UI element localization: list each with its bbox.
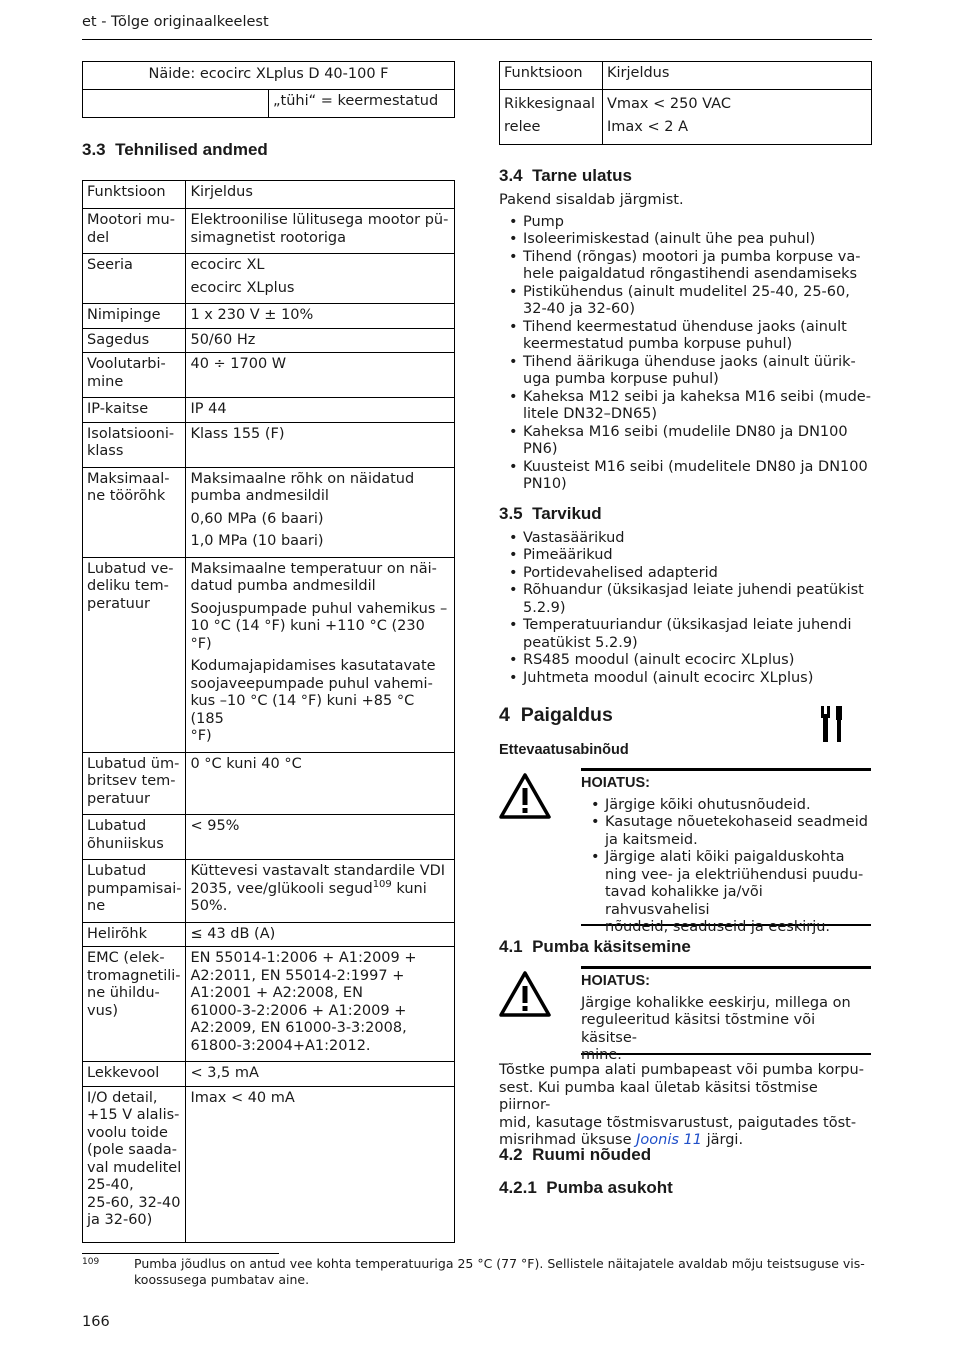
table-row bbox=[83, 422, 455, 467]
warning-block bbox=[499, 768, 872, 935]
relay-table bbox=[499, 61, 872, 145]
description-line: 40 ÷ 1700 W bbox=[190, 356, 287, 372]
table-row bbox=[83, 304, 455, 329]
example-table-cell bbox=[83, 90, 269, 118]
table-row bbox=[83, 815, 455, 860]
warning-block bbox=[499, 966, 872, 1063]
chapter-number: 4 bbox=[499, 704, 510, 726]
list-item: • Isoleerimiskestad (ainult ühe pea puhul) bbox=[499, 231, 872, 249]
warning-list bbox=[581, 797, 871, 937]
left-column bbox=[82, 61, 455, 1243]
list-item: • Kuusteist M16 seibi (mudelitele DN80 ja DN100 PN10) bbox=[499, 459, 872, 494]
subsection-heading: Ettevaatusabinõud bbox=[499, 742, 629, 758]
warning-title: HOIATUS: bbox=[581, 775, 651, 791]
description-line: Elektroonilise lülitusega mootor pü- simagnetist rootoriga bbox=[190, 212, 449, 246]
description-line: IP 44 bbox=[190, 401, 227, 417]
table-row bbox=[83, 860, 455, 923]
tech-table-description bbox=[186, 947, 455, 1062]
chapter-heading bbox=[499, 704, 613, 726]
tech-table-function: Mootori mu- del bbox=[83, 209, 186, 254]
list-item: • Portidevahelised adapterid bbox=[499, 565, 872, 583]
description-line: Soojuspumpade puhul vahemikus – 10 °C (14 °F) kuni +110 °C (230 °F) bbox=[190, 600, 448, 652]
table-row bbox=[83, 328, 455, 353]
list-item: • Tihend äärikuga ühenduse jaoks (ainult üürik- uga pumba korpuse puhul) bbox=[499, 354, 872, 389]
list-item: • Juhtmeta moodul (ainult ecocirc XLplus) bbox=[499, 670, 872, 688]
tech-table-function: Maksimaal- ne töörõhk bbox=[83, 467, 186, 557]
paragraph-text: järgi. bbox=[702, 1132, 744, 1148]
table-row bbox=[83, 353, 455, 398]
tech-table-description bbox=[186, 398, 455, 423]
table-row bbox=[83, 947, 455, 1062]
table-row bbox=[83, 1086, 455, 1242]
section-title: Tarne ulatus bbox=[532, 166, 632, 185]
footnote bbox=[82, 1256, 872, 1288]
tech-table-function: I/O detail, +15 V alalis- voolu toide (pole saada- val mudelitel 25-40, 25-60, 32-40 ja 32-60) bbox=[83, 1086, 186, 1242]
tech-table-function: Sagedus bbox=[83, 328, 186, 353]
tech-table bbox=[82, 180, 455, 1243]
tech-table-description bbox=[186, 467, 455, 557]
section-heading bbox=[499, 937, 691, 957]
relay-table-cell: Vmax < 250 VAC Imax < 2 A bbox=[603, 90, 872, 145]
example-table-header: Näide: ecocirc XLplus D 40-100 F bbox=[83, 62, 455, 90]
table-row bbox=[83, 209, 455, 254]
table-row bbox=[83, 752, 455, 815]
tech-table-description bbox=[186, 304, 455, 329]
list-item: • Pimeäärikud bbox=[499, 547, 872, 565]
section-title: Ruumi nõuded bbox=[532, 1145, 652, 1164]
tech-table-function: Lubatud ve- deliku tem- peratuur bbox=[83, 557, 186, 752]
tech-table-function: Isolatsiooni- klass bbox=[83, 422, 186, 467]
tech-table-function: Nimipinge bbox=[83, 304, 186, 329]
section-number: 4.1 bbox=[499, 937, 523, 956]
tech-table-description bbox=[186, 557, 455, 752]
footnote-number: 109 bbox=[82, 1257, 100, 1267]
handling-paragraph bbox=[499, 1062, 872, 1150]
tech-table-description bbox=[186, 752, 455, 815]
warning-title: HOIATUS: bbox=[581, 973, 651, 989]
warning-icon bbox=[499, 772, 551, 826]
tech-table-header: Kirjeldus bbox=[186, 181, 455, 209]
section-heading bbox=[499, 504, 872, 524]
list-item: • Temperatuuriandur (üksikasjad leiate juhendi peatükist 5.2.9) bbox=[499, 617, 872, 652]
section-title: Pumba asukoht bbox=[546, 1178, 673, 1197]
section-heading bbox=[82, 140, 455, 160]
list-item: • Vastasäärikud bbox=[499, 530, 872, 548]
section-intro: Pakend sisaldab järgmist. bbox=[499, 192, 684, 208]
relay-table-header: Funktsioon bbox=[500, 62, 603, 90]
description-line: EN 55014-1:2006 + A1:2009 + A2:2011, EN 55014-2:1997 + A1:2001 + A2:2008, EN 61000-3-2:2006 + A1:2009 + A2:2009, EN 61000-3-3:2008, 61800-3:2004+A1:2012. bbox=[190, 950, 417, 1054]
header-title: et - Tõlge originaalkeelest bbox=[82, 14, 269, 30]
page-header bbox=[82, 14, 872, 40]
section-title: Tarvikud bbox=[532, 503, 602, 523]
description-line: 1,0 MPa (10 baari) bbox=[190, 533, 324, 549]
description-line: 0,60 MPa (6 baari) bbox=[190, 510, 324, 527]
footnote-divider bbox=[82, 1253, 279, 1254]
tech-table-function: Lubatud pumpamisai- ne bbox=[83, 860, 186, 923]
list-item: • Kaheksa M12 seibi ja kaheksa M16 seibi (mude- litele DN32–DN65) bbox=[499, 389, 872, 424]
tech-table-description bbox=[186, 922, 455, 947]
tech-table-function: Lubatud õhuniiskus bbox=[83, 815, 186, 860]
tech-table-function: Lubatud üm- britsev tem- peratuur bbox=[83, 752, 186, 815]
section-heading bbox=[499, 1178, 673, 1198]
table-row bbox=[83, 922, 455, 947]
tech-table-header-row bbox=[83, 181, 455, 209]
section-heading bbox=[499, 166, 872, 186]
section-title: Pumba käsitsemine bbox=[532, 937, 691, 956]
section-number: 3.5 bbox=[499, 503, 523, 523]
tech-table-function: Voolutarbi- mine bbox=[83, 353, 186, 398]
description-line: Kodumajapidamises kasutatavate soojaveepumpade puhul vahemi- kus –10 °C (14 °F) kuni +85 °C (185 °F) bbox=[190, 658, 436, 744]
description-line: 0 °C kuni 40 °C bbox=[190, 755, 302, 772]
description-line: 1 x 230 V ± 10% bbox=[190, 307, 314, 323]
table-row bbox=[83, 557, 455, 752]
tech-table-function: EMC (elek- tromagnetili- ne ühildu- vus) bbox=[83, 947, 186, 1062]
tech-table-description bbox=[186, 1086, 455, 1242]
tech-table-description bbox=[186, 254, 455, 304]
figure-link[interactable]: Joonis 11 bbox=[636, 1132, 702, 1148]
section-number: 3.3 bbox=[82, 140, 106, 159]
accessories-list bbox=[499, 530, 872, 688]
description-line: Maksimaalne rõhk on näidatud pumba andmesildil bbox=[190, 470, 415, 504]
list-item: • RS485 moodul (ainult ecocirc XLplus) bbox=[499, 652, 872, 670]
relay-table-header: Kirjeldus bbox=[603, 62, 872, 90]
example-table-cell: „tühi“ = keermestatud bbox=[269, 90, 455, 118]
list-item: • Rõhuandur (üksikasjad leiate juhendi peatükist 5.2.9) bbox=[499, 582, 872, 617]
section-number: 4.2.1 bbox=[499, 1178, 537, 1197]
tech-table-function: Helirõhk bbox=[83, 922, 186, 947]
list-item: • Tihend (rõngas) mootori ja pumba korpuse va- hele paigaldatud rõngastihendi asendamiseks bbox=[499, 249, 872, 284]
description-text: Küttevesi vastavalt standardile VDI 2035, vee/glükooli segud bbox=[190, 863, 446, 897]
tech-table-description bbox=[186, 422, 455, 467]
tech-table-description bbox=[186, 209, 455, 254]
warning-list-item: • Järgige kõiki ohutusnõudeid. bbox=[581, 797, 871, 815]
description-line: ecocirc XL bbox=[190, 257, 265, 273]
description-line: < 95% bbox=[190, 818, 240, 834]
footnote-text: Pumba jõudlus on antud vee kohta temperatuuriga 25 °C (77 °F). Sellistele näitajatele avaldab mõju teistsuguse vis- koossusega pumbatav aine. bbox=[134, 1256, 865, 1287]
table-row bbox=[83, 467, 455, 557]
example-table bbox=[82, 61, 455, 118]
table-row bbox=[83, 254, 455, 304]
warning-box bbox=[581, 966, 871, 1063]
description-line: Maksimaalne temperatuur on näi- datud pumba andmesildil bbox=[190, 560, 437, 594]
right-column bbox=[499, 61, 872, 687]
tech-table-description bbox=[186, 815, 455, 860]
warning-icon bbox=[499, 970, 551, 1024]
warning-list-item: • Järgige alati kõiki paigalduskohta ning vee- ja elektriühendusi puudu- tavad kohalikke ja/või rahvusvahelisi nõudeid, seaduseid ja eeskirju. bbox=[581, 849, 871, 937]
description-text: kuni 50%. bbox=[190, 880, 427, 914]
section-number: 4.2 bbox=[499, 1145, 523, 1164]
table-row bbox=[83, 1062, 455, 1087]
footnote-reference: 109 bbox=[372, 878, 392, 890]
description-line: ecocirc XLplus bbox=[190, 279, 295, 296]
warning-list-item: • Kasutage nõuetekohaseid seadmeid ja kaitsmeid. bbox=[581, 814, 871, 849]
list-item: • Pistikühendus (ainult mudelitel 25-40, 25-60, 32-40 ja 32-60) bbox=[499, 284, 872, 319]
warning-text: Järgige kohalikke eeskirju, millega on reguleeritud käsitsi tõstmine või käsitse- mine. bbox=[581, 994, 851, 1063]
list-item: • Tihend keermestatud ühenduse jaoks (ainult keermestatud pumba korpuse puhul) bbox=[499, 319, 872, 354]
list-item: • Pump bbox=[499, 214, 872, 232]
tech-table-header: Funktsioon bbox=[83, 181, 186, 209]
section-title: Tehnilised andmed bbox=[115, 140, 268, 159]
paragraph-text: Tõstke pumpa alati pumbapeast või pumba korpu- sest. Kui pumba kaal ületab käsitsi tõstmise piirnor- mid, kasutage tõstmisvarustust, paigutades tõst- misrihmad üksuse bbox=[499, 1062, 864, 1148]
tech-table-description bbox=[186, 1062, 455, 1087]
tech-table-function: Lekkevool bbox=[83, 1062, 186, 1087]
description-line: Imax < 40 mA bbox=[190, 1089, 295, 1106]
list-item: • Kaheksa M16 seibi (mudelile DN80 ja DN100 PN6) bbox=[499, 424, 872, 459]
section-number: 3.4 bbox=[499, 166, 523, 185]
chapter-title: Paigaldus bbox=[520, 704, 613, 726]
description-line: 50/60 Hz bbox=[190, 331, 256, 348]
section-heading bbox=[499, 1145, 651, 1165]
tech-table-description bbox=[186, 860, 455, 923]
description-line: ≤ 43 dB (A) bbox=[190, 925, 276, 942]
table-row bbox=[83, 398, 455, 423]
delivery-list bbox=[499, 214, 872, 494]
warning-box bbox=[581, 768, 871, 935]
description-line: < 3,5 mA bbox=[190, 1065, 259, 1081]
tech-table-description bbox=[186, 353, 455, 398]
page-number: 166 bbox=[82, 1314, 110, 1330]
relay-table-cell: Rikkesignaal relee bbox=[500, 90, 603, 145]
description-line: Klass 155 (F) bbox=[190, 425, 285, 442]
tech-table-function: IP-kaitse bbox=[83, 398, 186, 423]
tech-table-function: Seeria bbox=[83, 254, 186, 304]
tech-table-description bbox=[186, 328, 455, 353]
tools-icon bbox=[820, 704, 846, 744]
